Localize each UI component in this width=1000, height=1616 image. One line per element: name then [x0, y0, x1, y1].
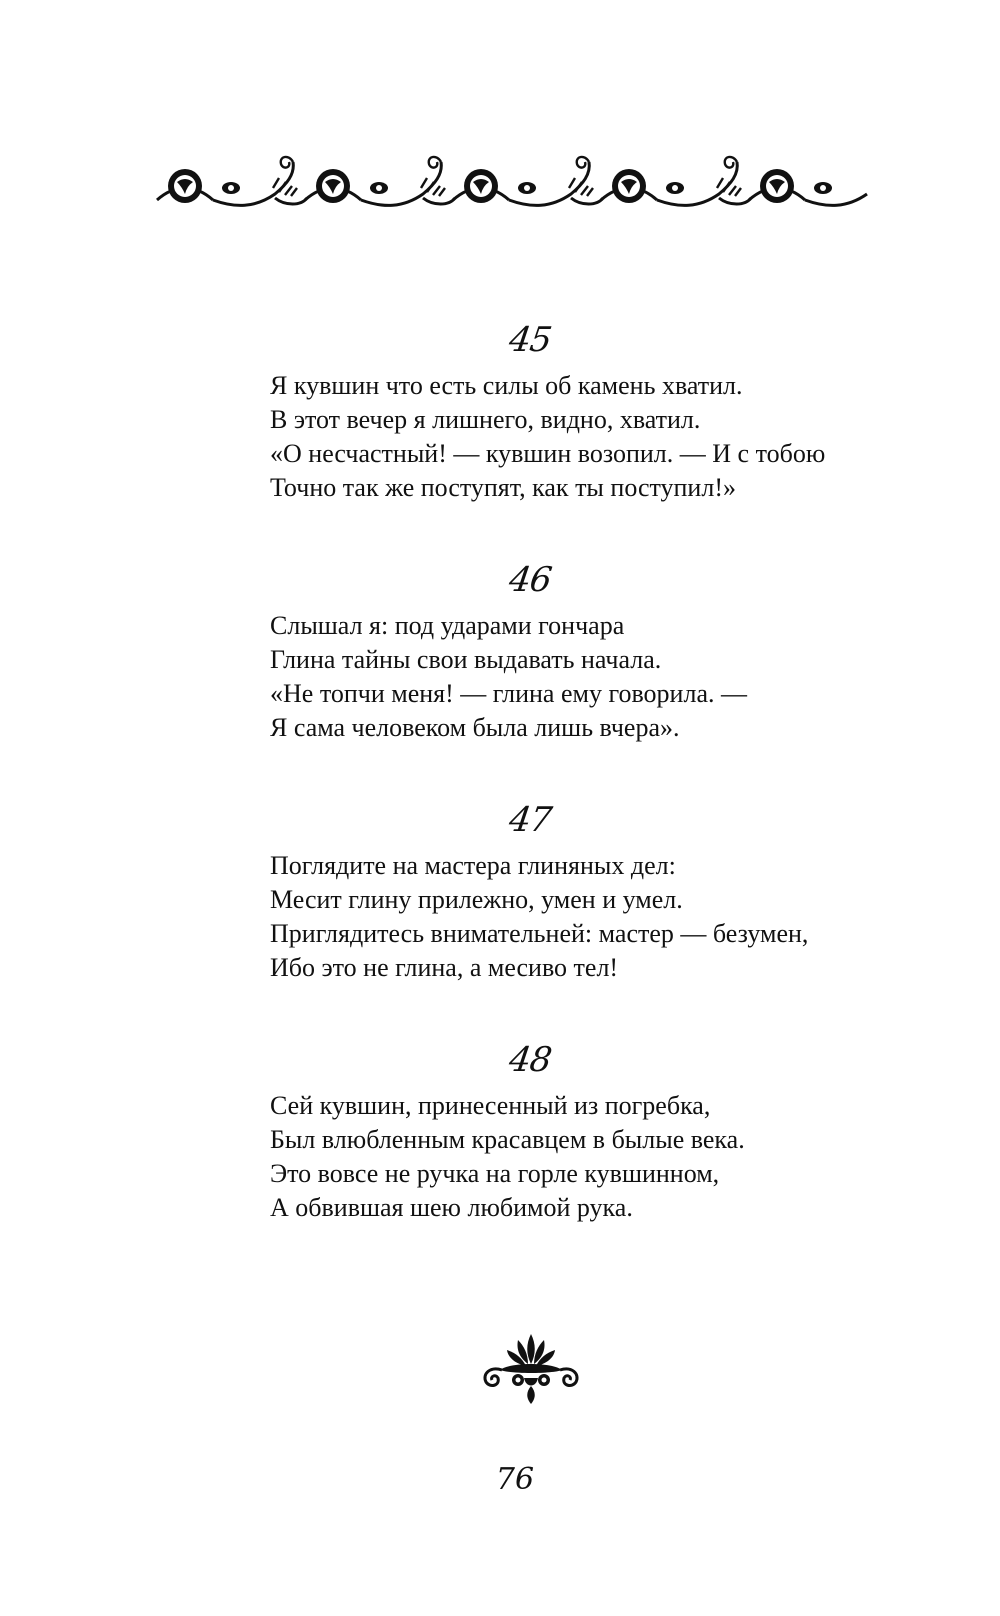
verse-line: Я сама человеком была лишь вчера». [270, 713, 680, 742]
verse-line: Глина тайны свои выдавать начала. [270, 645, 662, 674]
verse-line: Сей кувшин, принесенный из погребка, [270, 1091, 711, 1120]
palmette-ornament-icon [480, 1328, 582, 1406]
quatrain-number: 47 [506, 800, 554, 840]
verse-line: А обвившая шею любимой рука. [270, 1193, 633, 1222]
page-number: 76 [495, 1462, 535, 1497]
scroll-border-ornament-icon [155, 148, 873, 218]
verse-line: «Не топчи меня! — глина ему говорила. — [270, 679, 747, 708]
verse-line: Я кувшин что есть силы об камень хватил. [270, 371, 743, 400]
verse-line: Это вовсе не ручка на горле кувшинном, [270, 1159, 720, 1188]
quatrain-number: 46 [506, 560, 554, 600]
verse-line: В этот вечер я лишнего, видно, хватил. [270, 405, 701, 434]
verse-line: Слышал я: под ударами гончара [270, 611, 625, 640]
quatrain-number: 48 [506, 1040, 554, 1080]
verse-line: Точно так же поступят, как ты поступил!» [270, 473, 736, 502]
verse-line: Ибо это не глина, а месиво тел! [270, 953, 619, 982]
quatrain-number: 45 [506, 320, 554, 360]
verse-line: Был влюбленным красавцем в былые века. [270, 1125, 745, 1154]
verse-line: «О несчастный! — кувшин возопил. — И с тобою [270, 439, 826, 468]
verse-line: Приглядитесь внимательней: мастер — безумен, [270, 919, 809, 948]
verse-line: Месит глину прилежно, умен и умел. [270, 885, 683, 914]
verse-line: Поглядите на мастера глиняных дел: [270, 851, 676, 880]
